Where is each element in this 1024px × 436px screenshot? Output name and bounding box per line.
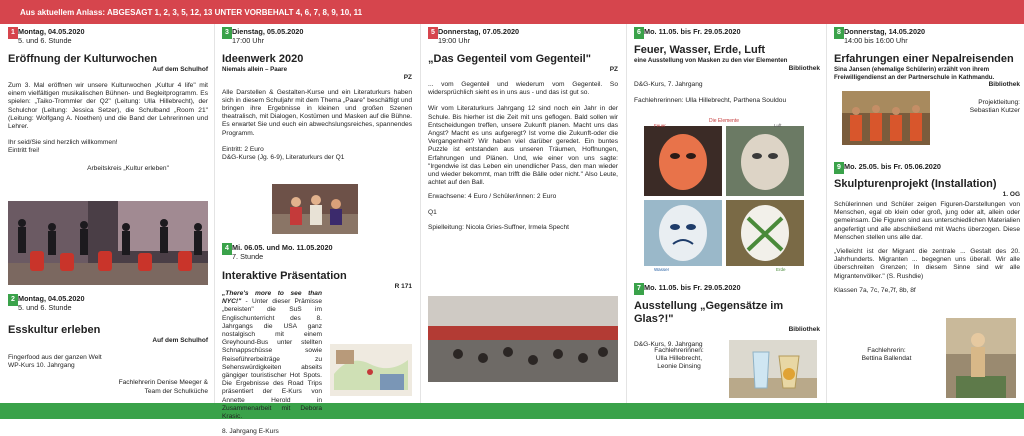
- event-location: Auf dem Schulhof: [152, 337, 208, 344]
- event-date: Donnerstag, 14.05.2020: [844, 27, 926, 36]
- mask-label-air: Luft: [774, 123, 782, 128]
- column-3: [428, 24, 618, 403]
- event-date: Montag, 04.05.2020: [18, 27, 85, 36]
- teachers-label: Fachlehrerinnen:: [654, 347, 704, 354]
- event-time: 7. Stunde: [232, 252, 264, 261]
- map-collage: [330, 344, 412, 396]
- event-teachers: Fachlehrerinnen: Ulla Hillebrecht, Parthena Souldou: [634, 96, 787, 104]
- event-description: Schülerinnen und Schüler zeigen Figuren-Darstellungen von Menschen, egal ob klein oder groß, jung oder alt, allein oder gemeinsam. Die Figuren sind aus unterschiedlichen Materialien angefertigt und alle abschließend mit Wachs überzogen. Diese Menschen stellen uns alle dar.: [834, 201, 1020, 241]
- event-number: 9: [834, 162, 844, 174]
- event-course: Q1: [428, 208, 437, 216]
- event-time: 17:00 Uhr: [232, 36, 265, 45]
- event-location: Bibliothek: [988, 81, 1020, 88]
- event-classes: Klassen 7a, 7c, 7e,7f, 8b, 8f: [834, 286, 916, 294]
- teacher-name: Leonie Dinsing: [657, 363, 701, 371]
- column-2: [222, 24, 412, 436]
- event-time: 5. und 6. Stunde: [18, 36, 72, 45]
- event-date: Donnerstag, 07.05.2020: [438, 27, 520, 36]
- mask-label-fire: Feuer: [654, 123, 666, 128]
- column-5: [834, 24, 1020, 403]
- event-date: Mo. 25.05. bis Fr. 05.06.2020: [844, 162, 941, 171]
- auditorium-photo: [428, 296, 618, 382]
- entry-info: Eintritt frei!: [8, 147, 40, 155]
- organizer: Fachlehrerin Denise Meeger &: [118, 379, 208, 387]
- event-title: Esskultur erleben: [8, 324, 101, 336]
- event-number: 2: [8, 294, 18, 306]
- concert-photo: [8, 201, 208, 285]
- event-line: Fingerfood aus der ganzen Welt: [8, 354, 102, 361]
- lead-name: Sebastian Kutzer: [969, 107, 1020, 115]
- event-description: Wir vom Literaturkurs Jahrgang 12 sind noch ein Jahr in der Schule. Bis hierher ist die Zeit mit uns geflogen. Bald sollen wir Entscheidungen treffen, unsere Zukunft planen. Macht uns das Angst? Macht es uns aufgeregt? Ist vorne die Zukunft-oder die Vergangenheit? Wir haben viel darüber geredet. Ein buntes Puzzle ist entstanden aus unseren Träumen, Hoffnungen, Erfahrungen und Plänen. Und, wie einer von uns sagte: "Irgendwie ist das Leben ein unendlicher Pass, den man wieder und wieder bekommt, man trifft die Bälle oder nicht." Also Leute, achtet auf den Ball.: [428, 105, 618, 187]
- column-1: [8, 24, 208, 403]
- event-subtitle: Sina Jansen (ehemalige Schülerin) erzählt von ihrem Freiwilligendienst an der Partnerschule in Kathmandu.: [834, 66, 995, 81]
- event-title: „Das Gegenteil vom Gegenteil": [428, 53, 591, 65]
- nepal-photo: [842, 91, 930, 145]
- event-subtitle: Niemals allein – Paare: [222, 66, 288, 73]
- column-divider: [420, 24, 421, 403]
- event-description: Alle Darstellen & Gestalten-Kurse und ein Literaturkurs haben sich in diesem Schuljahr mit dem Thema „Paare" beschäftigt und bringen ihre Ergebnisse in kleinen und großen Szenen theatralisch, mit Dialogen, Kostümen und Masken auf die Bühne. Es erwartet Sie und euch ein abwechslungsreiches, spannendes Programm.: [222, 88, 412, 137]
- glass-photo: [729, 340, 817, 398]
- cancellation-notice: Aus aktuellem Anlass: ABGESAGT 1, 2, 3, 5, 12, 13 UNTER VORBEHALT 4, 6, 7, 8, 9, 10, 11: [20, 8, 363, 17]
- event-lead: Spielleitung: Nicola Gries-Suffner, Irmela Specht: [428, 223, 569, 231]
- column-divider: [214, 24, 215, 403]
- sculpture-photo: [946, 318, 1016, 398]
- event-7-header: [634, 283, 820, 292]
- organizer: Team der Schulküche: [144, 387, 208, 395]
- event-room: PZ: [609, 66, 618, 73]
- entry-info: Eintritt: 2 Euro: [222, 145, 264, 153]
- event-description: [222, 290, 322, 421]
- event-title: Ausstellung „Gegensätze im Glas?!": [634, 300, 784, 325]
- event-1-header: [8, 27, 208, 45]
- teacher-name: Bettina Ballendat: [861, 355, 912, 363]
- event-6-header: [634, 27, 820, 36]
- event-date: Montag, 04.05.2020: [18, 294, 85, 303]
- event-number: 1: [8, 27, 18, 39]
- column-divider: [626, 24, 627, 403]
- masks-caption: Die Elemente: [708, 118, 739, 124]
- event-description: Zum 3. Mal eröffnen wir unsere Kulturwochen „Kultur 4 life" mit einem vielfältigen musikalischen Bühnen- und Begleitprogramm. Es spielen: „Taiko-Trommler der Q2" (Leitung: Ulla Hillebrecht), der Schulchor (Leitung: Jessica Setzer), die Schulband „Room 21" (Leitung: Wolfgang A. Noethen) und die Band der Lehrerinnen und Lehrer.: [8, 82, 208, 131]
- event-title: Skulpturenprojekt (Installation): [834, 178, 997, 190]
- event-title: Interaktive Präsentation: [222, 270, 347, 282]
- event-time: 19:00 Uhr: [438, 36, 471, 45]
- greeting: Ihr seid/Sie sind herzlich willkommen!: [8, 139, 118, 147]
- event-location: Bibliothek: [788, 64, 820, 72]
- event-5-header: [428, 27, 618, 45]
- event-title: Erfahrungen einer Nepalreisenden: [834, 53, 1014, 65]
- event-time: 14:00 bis 16:00 Uhr: [844, 36, 908, 45]
- event-9-header: [834, 162, 1020, 171]
- event-course: 8. Jahrgang E-Kurs: [222, 428, 279, 436]
- event-title: Ideenwerk 2020: [222, 53, 304, 65]
- organizer: Arbeitskreis „Kultur erleben": [87, 164, 169, 172]
- event-room: R 171: [394, 283, 412, 290]
- event-title: Feuer, Wasser, Erde, Luft: [634, 44, 766, 56]
- event-title: Eröffnung der Kulturwochen: [8, 53, 158, 65]
- event-number: 3: [222, 27, 232, 39]
- teacher-label: Fachlehrerin:: [867, 347, 906, 354]
- event-location: Auf dem Schulhof: [152, 66, 208, 73]
- event-date: Mi. 06.05. und Mo. 11.05.2020: [232, 243, 333, 252]
- mask-label-earth: Erde: [776, 267, 786, 272]
- event-course: D&G-Kurs, 9. Jahrgang: [634, 341, 703, 348]
- event-date: Mo. 11.05. bis Fr. 29.05.2020: [644, 27, 741, 36]
- entry-info: Erwachsene: 4 Euro / Schüler/innen: 2 Euro: [428, 193, 557, 201]
- top-banner: [0, 0, 1024, 24]
- event-2-header: [8, 294, 208, 312]
- event-number: 4: [222, 243, 232, 255]
- masks-collage: [644, 126, 804, 271]
- event-line: WP-Kurs 10. Jahrgang: [8, 362, 75, 370]
- column-4: [634, 24, 820, 403]
- theater-photo: [272, 184, 358, 234]
- event-quote: „There's more to see than NYC!": [222, 290, 322, 306]
- event-number: 7: [634, 283, 644, 295]
- lead-label: Projektleitung:: [978, 99, 1020, 106]
- column-divider: [826, 24, 827, 403]
- event-location: Bibliothek: [788, 326, 820, 333]
- event-number: 6: [634, 27, 644, 39]
- event-courses: D&G-Kurse (Jg. 6-9), Literaturkurs der Q1: [222, 153, 345, 161]
- event-body: - Unter dieser Prämisse „bereisten" die SuS im Englischunterricht des 8. Jahrgangs die USA ganz nostalgisch mit einem Greyhound-Bus unter stellten Schnappschüsse sowie Reiseführerbeiträge zu Sehenswürdigkeiten abseits gängiger touristischer Hot Spots. Die Ergebnisse des Road Trips präsentiert der E-Kurs von Annette Herold in Zusammenarbeit mit Debora Krasic.: [222, 298, 322, 421]
- event-3-header: [222, 27, 412, 45]
- event-time: 5. und 6. Stunde: [18, 303, 72, 312]
- mask-label-water: Wasser: [654, 267, 670, 272]
- event-date: Mo. 11.05. bis Fr. 29.05.2020: [644, 283, 741, 292]
- bottom-banner: [0, 403, 1024, 419]
- event-4-header: [222, 243, 412, 261]
- event-subtitle: eine Ausstellung von Masken zu den vier Elementen: [634, 57, 788, 64]
- event-intro: ... vom Gegenteil und wiederum vom Gegenteil. So widersprüchlich sieht es in uns aus - und das ist gut so.: [428, 81, 618, 97]
- teacher-name: Ulla Hillebrecht,: [655, 355, 703, 363]
- event-number: 8: [834, 27, 844, 39]
- event-8-header: [834, 27, 1020, 45]
- event-location: 1. OG: [1002, 191, 1020, 198]
- event-course: D&G-Kurs, 7. Jahrgang: [634, 80, 703, 88]
- event-date: Dienstag, 05.05.2020: [232, 27, 304, 36]
- event-number: 5: [428, 27, 438, 39]
- event-room: PZ: [403, 73, 412, 81]
- event-quote: „Vielleicht ist der Migrant die zentrale ... Gestalt des 20. Jahrhunderts. Migranten ... begegnen uns überall. Wir alle überschreiten Grenzen; In diesem Sinne sind wir alle Migrantenvölker." (S. Rushdie): [834, 248, 1020, 280]
